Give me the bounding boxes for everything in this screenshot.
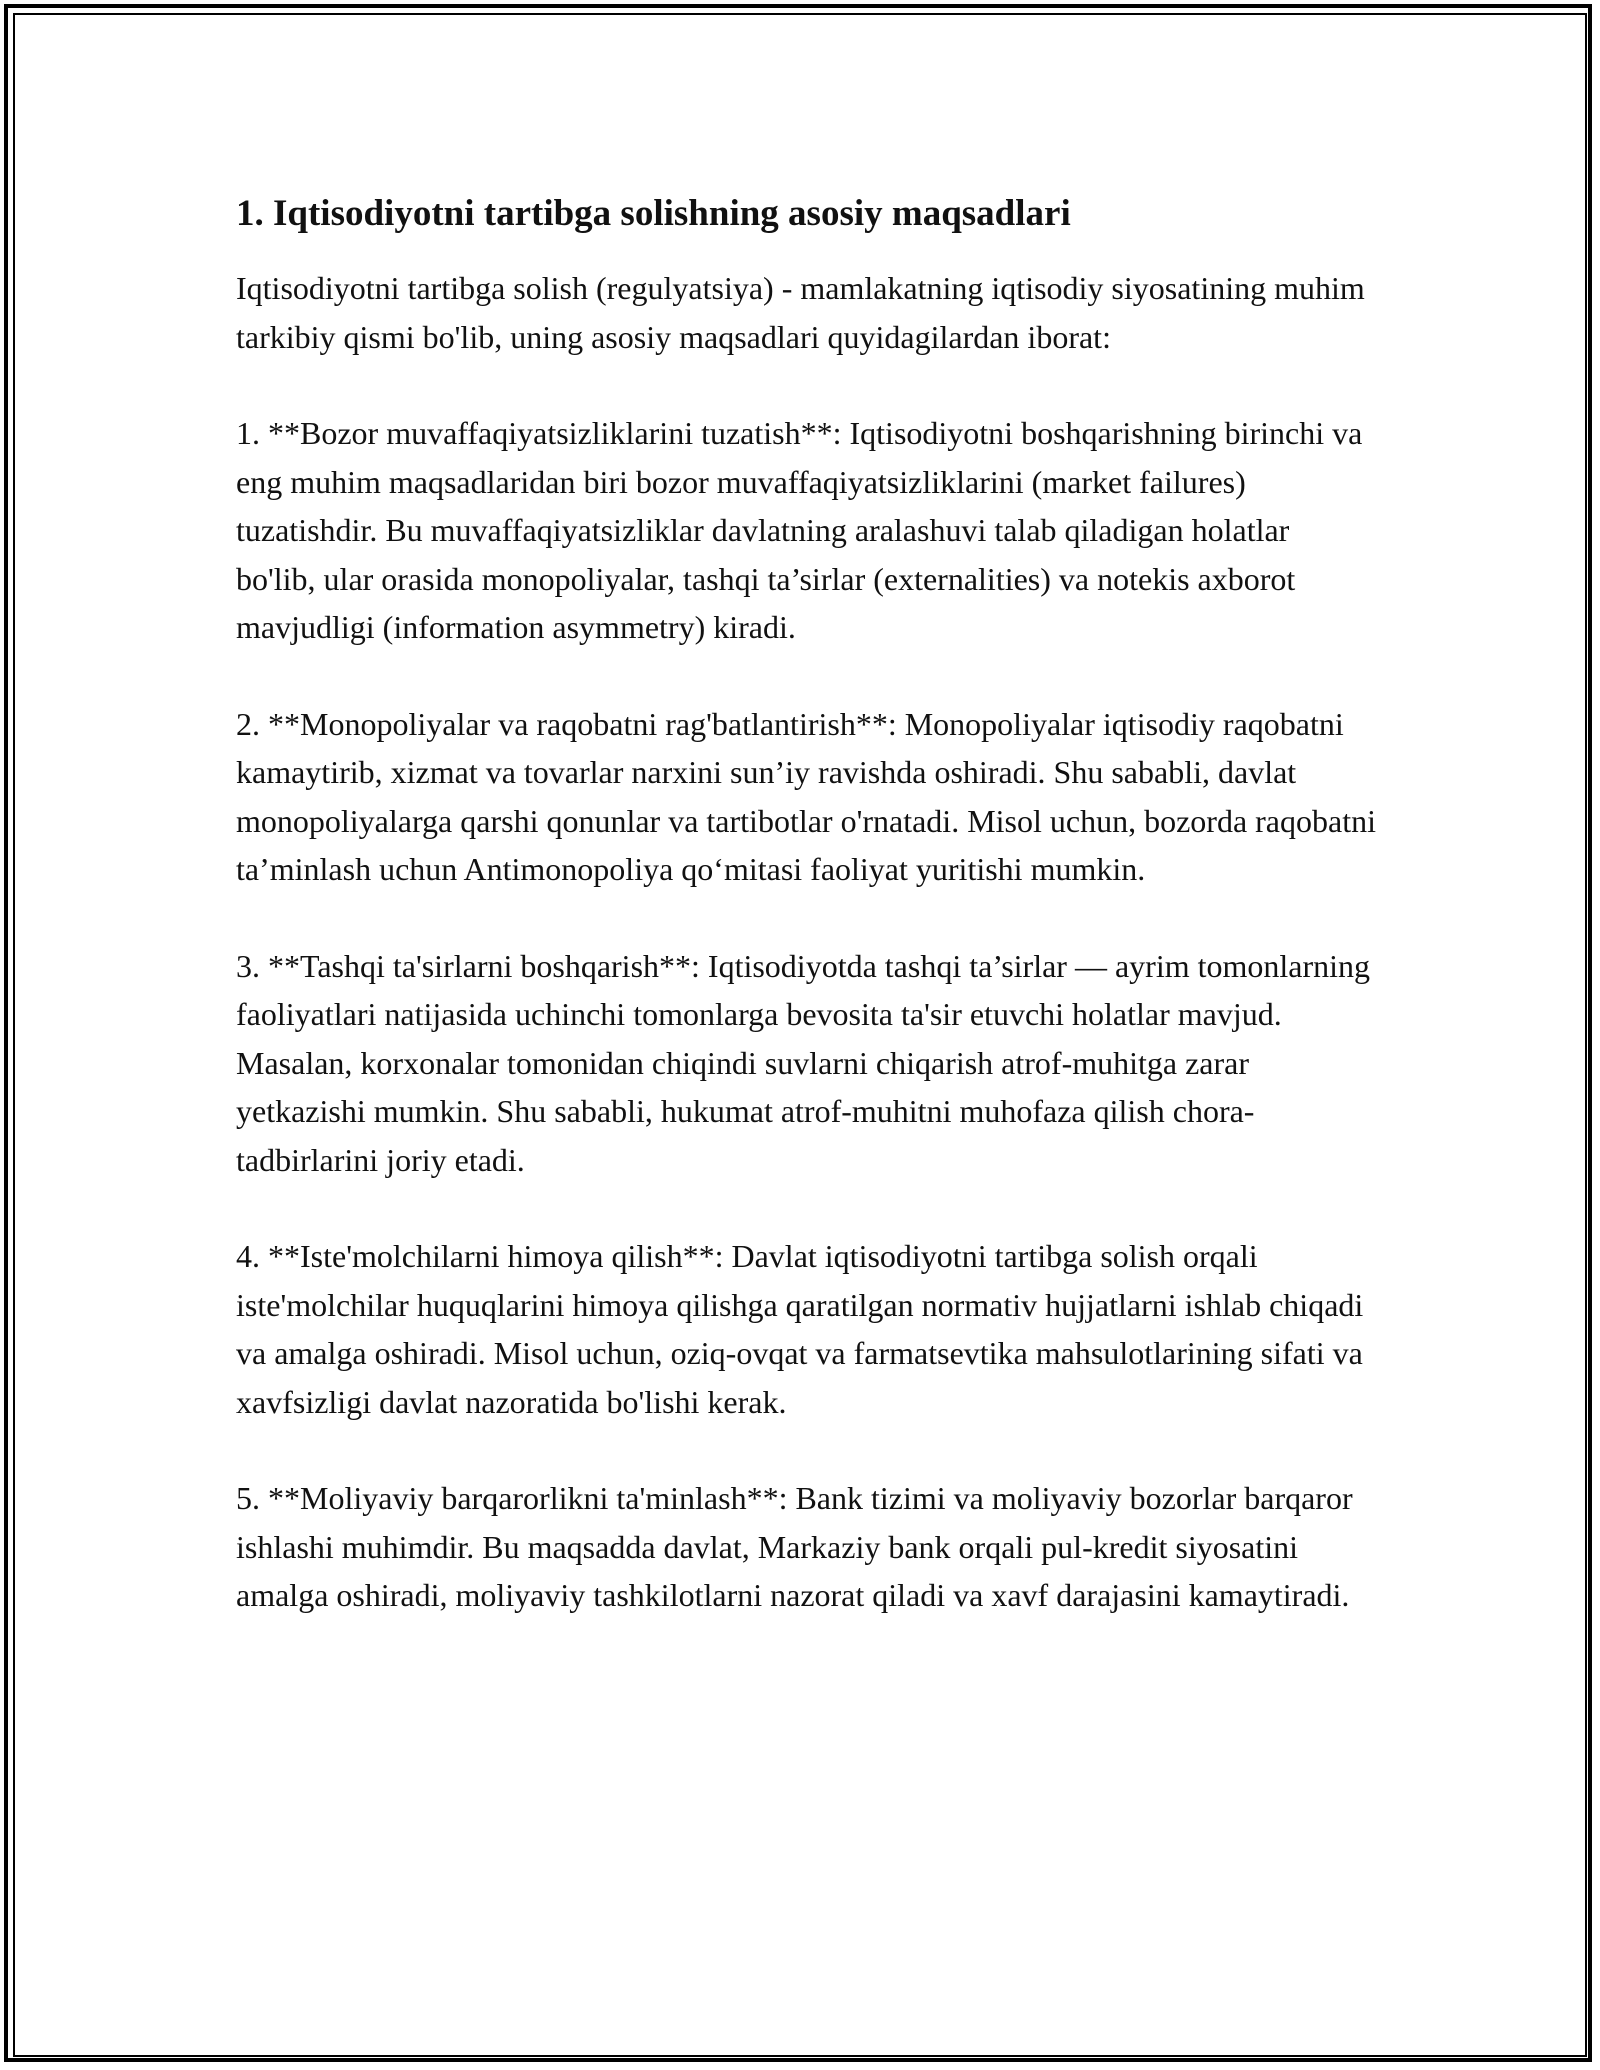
list-item: 2. **Monopoliyalar va raqobatni rag'batlantirish**: Monopoliyalar iqtisodiy raqobatni kamaytirib, xizmat va tovarlar narxini sun’iy ravishda oshiradi. Shu sababli, davlat monopoliyalarga qarshi qonunlar va tartibotlar o'rnatadi. Misol uchun, bozorda raqobatni ta’minlash uchun Antimonopoliya qo‘mitasi faoliyat yuritishi mumkin. [236,705,1376,887]
list-item: 1. **Bozor muvaffaqiyatsizliklarini tuzatish**: Iqtisodiyotni boshqarishning birinchi va eng muhim maqsadlaridan biri bozor muvaffaqiyatsizliklarini (market failures) tuzatishdir. Bu muvaffaqiyatsizliklar davlatning aralashuvi talab qiladigan holatlar bo'lib, ular orasida monopoliyalar, tashqi ta’sirlar (externalities) va notekis axborot mavjudligi (information asymmetry) kiradi. [236,415,1363,645]
document-title: 1. Iqtisodiyotni tartibga solishning asosiy maqsadlari [236,193,1071,234]
document-body [236,186,1376,1668]
list-item: 4. **Iste'molchilarni himoya qilish**: Davlat iqtisodiyotni tartibga solish orqali iste'molchilar huquqlarini himoya qilishga qaratilgan normativ hujjatlarni ishlab chiqadi va amalga oshiradi. Misol uchun, oziq-ovqat va farmatsevtika mahsulotlarining sifati va xavfsizligi davlat nazoratida bo'lishi kerak. [236,1238,1364,1420]
list-item: 5. **Moliyaviy barqarorlikni ta'minlash**: Bank tizimi va moliyaviy bozorlar barqaror ishlashi muhimdir. Bu maqsadda davlat, Markaziy bank orqali pul-kredit siyosatini amalga oshiradi, moliyaviy tashkilotlarni nazorat qiladi va xavf darajasini kamaytiradi. [236,1480,1353,1613]
list-item: 3. **Tashqi ta'sirlarni boshqarish**: Iqtisodiyotda tashqi ta’sirlar — ayrim tomonlarning faoliyatlari natijasida uchinchi tomonlarga bevosita ta'sir etuvchi holatlar mavjud. Masalan, korxonalar tomonidan chiqindi suvlarni chiqarish atrof-muhitga zarar yetkazishi mumkin. Shu sababli, hukumat atrof-muhitni muhofaza qilish chora-tadbirlarini joriy etadi. [236,947,1371,1178]
intro-paragraph: Iqtisodiyotni tartibga solish (regulyatsiya) - mamlakatning iqtisodiy siyosatining muhim tarkibiy qismi bo'lib, uning asosiy maqsadlari quyidagilardan iborat: [236,270,1365,355]
